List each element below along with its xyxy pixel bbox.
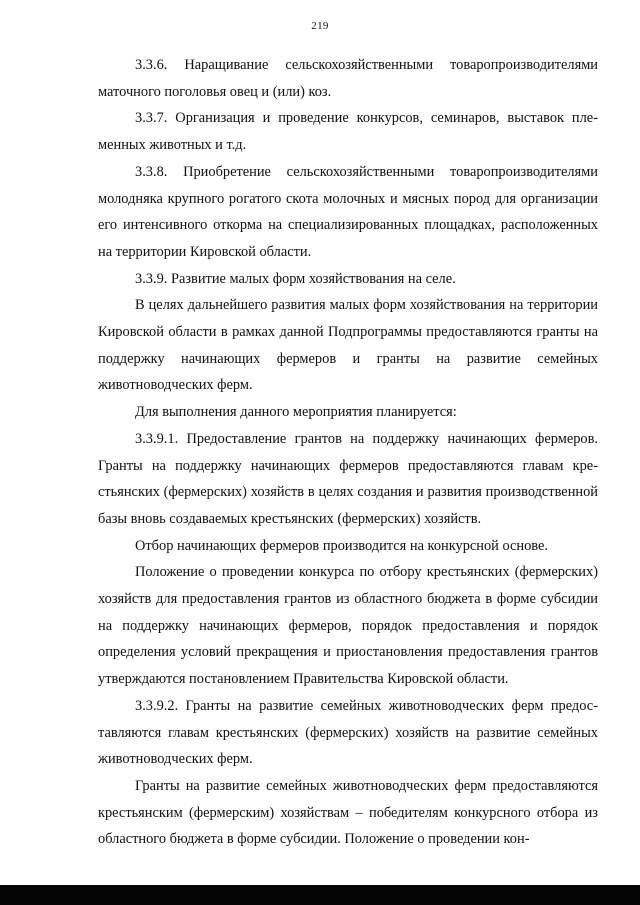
paragraph-competition-regulation: Положение о проведении конкурса по отбору крестьянских (фермерских) хозяйств для предоставления грантов из областного бюджета в форме субсидии на поддержку начинающих фермеров, порядок предоставления и порядок определения условий прекращения и приостановления предоставления грантов утверждаются постановлением Правительства Кировской области. <box>98 564 598 688</box>
paragraph-planned-measures: Для выполнения данного мероприятия планируется: <box>135 404 457 421</box>
paragraph-3-3-8: 3.3.8. Приобретение сельскохозяйственными товаропроизводителями молодняка крупного рогатого скота молочных и мясных пород для организации его интенсивного откорма на специализированных площадках, расположенных на территории Кировской области. <box>98 163 598 260</box>
paragraph-3-3-7: 3.3.7. Организация и проведение конкурсов, семинаров, выставок племенных животных и т.д. <box>98 110 598 154</box>
paragraph-competitive-selection: Отбор начинающих фермеров производится на конкурсной основе. <box>135 537 549 554</box>
paragraph-3-3-9-1: 3.3.9.1. Предоставление грантов на поддержку начинающих фермеров. Гранты на поддержку начинающих фермеров предоставляются главам крестьянских (фермерских) хозяйств в целях создания и развития производственной базы вновь создаваемых крестьянских (фермерских) хозяйств. <box>98 430 598 527</box>
page-number: 219 <box>311 20 329 32</box>
document-body <box>98 52 598 853</box>
paragraph-small-farms-purpose: В целях дальнейшего развития малых форм хозяйствования на территории Кировской области в рамках данной Подпрограммы предоставляются гранты на поддержку начинающих фермеров и гранты на развитие семейных животноводческих ферм. <box>98 297 598 394</box>
paragraph-3-3-9-2: 3.3.9.2. Гранты на развитие семейных животноводческих ферм предоставляются главам крестьянских (фермерских) хозяйств на развитие семейных животноводческих ферм. <box>98 697 598 768</box>
scan-bottom-edge <box>0 885 640 905</box>
paragraph-3-3-6: 3.3.6. Наращивание сельскохозяйственными товаропроизводителями маточного поголовья овец и (или) коз. <box>98 57 598 100</box>
paragraph-family-farm-grants: Гранты на развитие семейных животноводческих ферм предоставляются крестьянским (фермерским) хозяйствам – победителям конкурсного отбора из областного бюджета в форме субсидии. Положение о проведении кон- <box>98 777 598 848</box>
paragraph-3-3-9: 3.3.9. Развитие малых форм хозяйствования на селе. <box>135 270 456 287</box>
